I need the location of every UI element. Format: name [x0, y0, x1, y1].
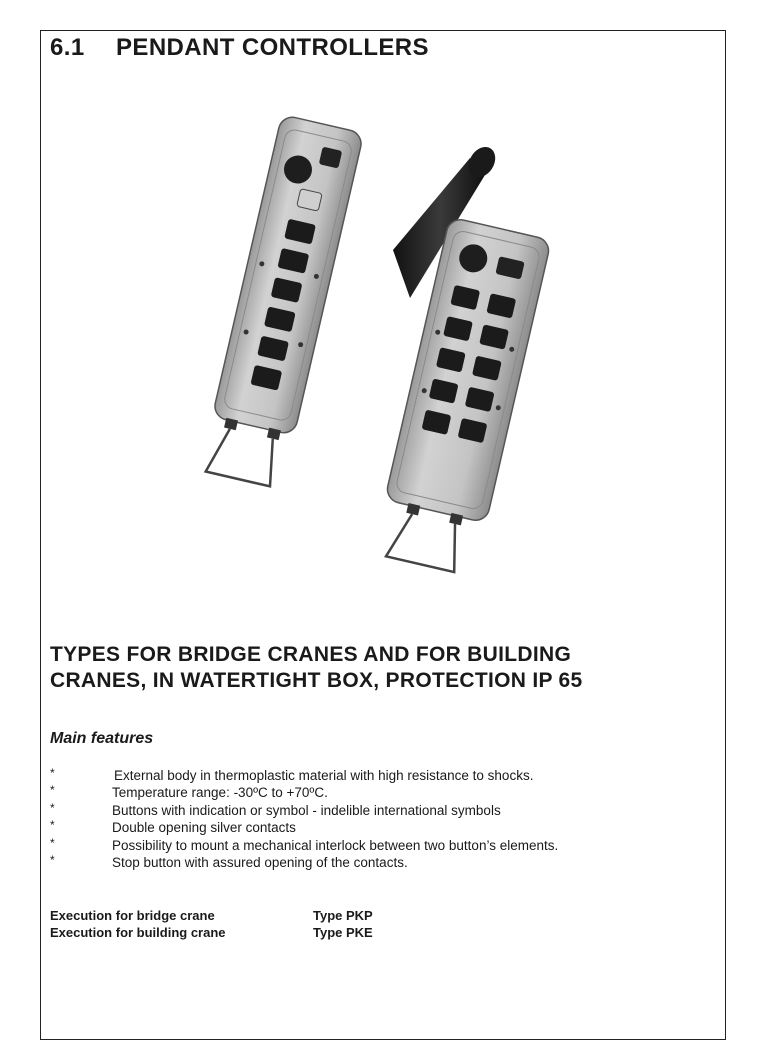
feature-item — [50, 854, 690, 871]
types-heading — [50, 642, 720, 694]
execution-type: Type PKP — [313, 908, 373, 923]
feature-item — [50, 802, 690, 819]
section-title-text: PENDANT CONTROLLERS — [116, 34, 429, 61]
feature-text: Buttons with indication or symbol - indelible international symbols — [112, 802, 501, 818]
controller-right — [372, 217, 551, 577]
bullet: * — [50, 818, 55, 833]
feature-text: External body in thermoplastic material with high resistance to shocks. — [114, 768, 534, 783]
bullet: * — [50, 835, 55, 850]
bullet: * — [50, 766, 55, 780]
section-number: 6.1 — [50, 34, 85, 61]
feature-item — [50, 819, 690, 836]
feature-text: Stop button with assured opening of the contacts. — [112, 854, 408, 870]
types-heading-line1: TYPES FOR BRIDGE CRANES AND FOR BUILDING — [50, 643, 572, 666]
section-title — [50, 34, 429, 62]
pendant-controllers-photo — [148, 100, 618, 600]
controller-left — [200, 115, 364, 490]
main-features-title: Main features — [50, 730, 154, 747]
bullet: * — [50, 852, 55, 867]
types-heading-line2: CRANES, IN WATERTIGHT BOX, PROTECTION IP 65 — [50, 669, 583, 692]
feature-list — [50, 767, 690, 871]
execution-label: Execution for building crane — [50, 925, 226, 940]
feature-text: Double opening silver contacts — [112, 820, 296, 836]
feature-text: Possibility to mount a mechanical interlock between two button’s elements. — [112, 837, 559, 853]
execution-label: Execution for bridge crane — [50, 908, 215, 923]
feature-text: Temperature range: -30ºC to +70ºC. — [112, 785, 328, 801]
execution-type: Type PKE — [313, 925, 373, 940]
feature-item — [50, 784, 690, 801]
feature-item — [50, 837, 690, 854]
bullet: * — [50, 800, 55, 815]
bullet: * — [50, 783, 55, 798]
feature-item — [50, 767, 690, 784]
